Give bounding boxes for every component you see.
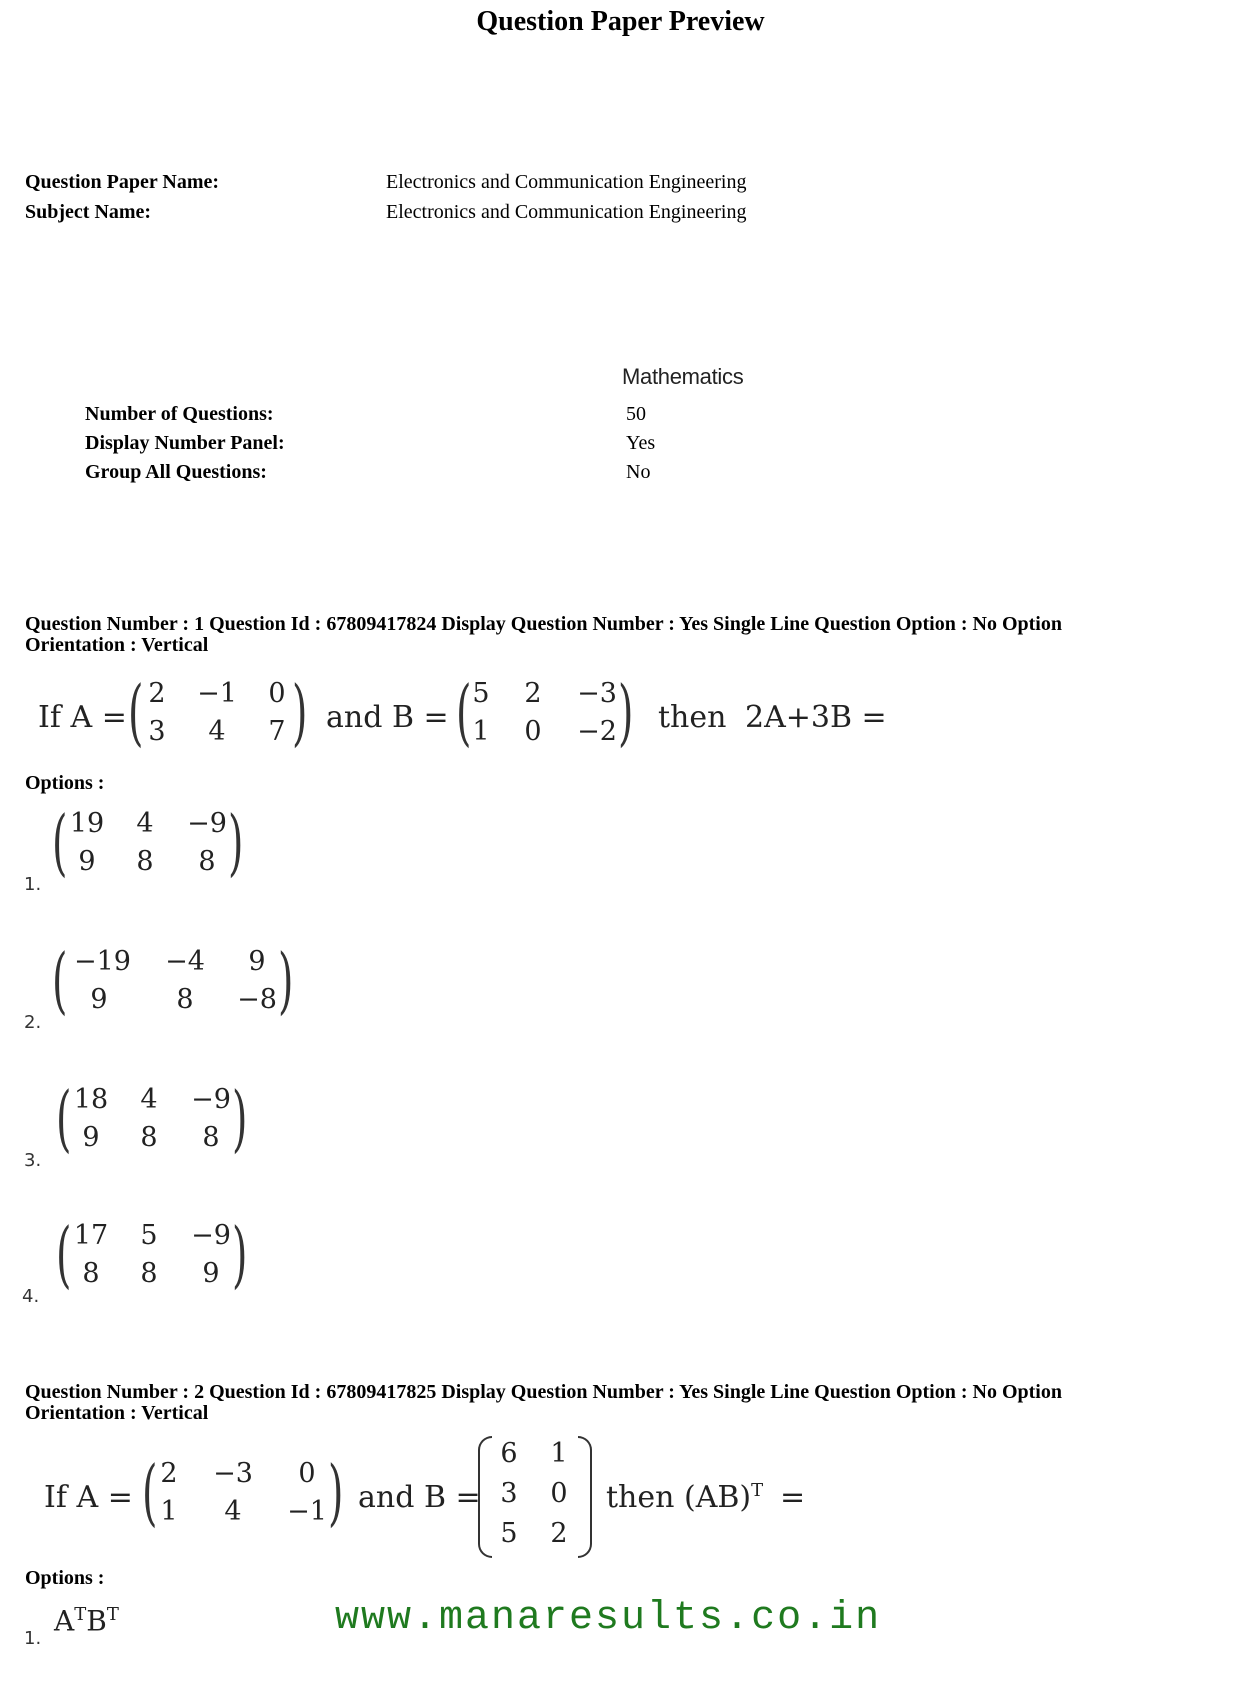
matrix-cell: 8 bbox=[198, 846, 216, 877]
matrix-cell: 8 bbox=[176, 984, 194, 1015]
q2-equals: = bbox=[780, 1480, 806, 1515]
question-2-statement bbox=[0, 1436, 1241, 1566]
q1-a-cell: 2 bbox=[148, 678, 166, 709]
q2-b-cell: 0 bbox=[550, 1478, 568, 1509]
matrix-cell: 4 bbox=[136, 808, 154, 839]
paper-name-label: Question Paper Name: bbox=[25, 171, 220, 193]
matrix-cell: 9 bbox=[82, 1122, 100, 1153]
right-paren: ) bbox=[278, 938, 294, 1022]
left-paren: ( bbox=[56, 1212, 72, 1296]
q2-b-cell: 6 bbox=[500, 1438, 518, 1469]
q1-option-1[interactable] bbox=[0, 800, 400, 904]
display-panel-value: Yes bbox=[626, 432, 656, 454]
q2-transpose-sup: T bbox=[751, 1480, 764, 1501]
option-number: 4. bbox=[22, 1286, 40, 1307]
option-number: 1. bbox=[24, 874, 42, 895]
question-1-header-line1: Question Number : 1 Question Id : 67809417824 Display Question Number : Yes Single Line Question Option : No Option bbox=[25, 613, 1062, 635]
paper-name-value: Electronics and Communication Engineering bbox=[386, 171, 747, 193]
matrix-cell: 5 bbox=[140, 1220, 158, 1251]
q1-and-text: and B = bbox=[326, 700, 449, 735]
q1-b-cell: −3 bbox=[577, 678, 617, 709]
right-paren: ) bbox=[228, 800, 244, 884]
matrix-cell: 17 bbox=[73, 1220, 109, 1251]
q1-b-cell: 5 bbox=[472, 678, 490, 709]
matrix-cell: −9 bbox=[191, 1220, 231, 1251]
q2-matrix-a-right-paren: ) bbox=[328, 1450, 344, 1534]
page-title: Question Paper Preview bbox=[476, 6, 765, 37]
q1-b-cell: 0 bbox=[524, 716, 542, 747]
expr-b-sup: T bbox=[106, 1604, 119, 1625]
q1-matrix-a-left-paren: ( bbox=[128, 670, 144, 754]
q1-then-text: then bbox=[658, 700, 727, 735]
matrix-cell: 9 bbox=[78, 846, 96, 877]
matrix-cell: 8 bbox=[82, 1258, 100, 1289]
right-paren: ) bbox=[232, 1212, 248, 1296]
left-paren: ( bbox=[52, 800, 68, 884]
matrix-cell: −19 bbox=[74, 946, 131, 977]
expr-a: A bbox=[54, 1604, 75, 1638]
q2-a-cell: −1 bbox=[287, 1496, 327, 1527]
q2-a-cell: −3 bbox=[213, 1458, 253, 1489]
matrix-cell: 8 bbox=[140, 1258, 158, 1289]
q2-options-label: Options : bbox=[25, 1567, 105, 1589]
q2-b-cell: 1 bbox=[550, 1438, 568, 1469]
q2-then-text bbox=[606, 1480, 763, 1515]
q1-b-cell: −2 bbox=[577, 716, 617, 747]
question-2-header bbox=[25, 1382, 1185, 1424]
num-questions-value: 50 bbox=[626, 403, 646, 425]
q1-a-cell: 3 bbox=[148, 716, 166, 747]
question-2-header-line1: Question Number : 2 Question Id : 67809417825 Display Question Number : Yes Single Line Question Option : No Option bbox=[25, 1381, 1062, 1403]
group-questions-label: Group All Questions: bbox=[85, 461, 267, 483]
subject-name-label: Subject Name: bbox=[25, 201, 152, 223]
matrix-cell: −8 bbox=[237, 984, 277, 1015]
matrix-cell: 8 bbox=[140, 1122, 158, 1153]
q2-b-cell: 5 bbox=[500, 1518, 518, 1549]
display-panel-label: Display Number Panel: bbox=[85, 432, 285, 454]
q1-a-cell: −1 bbox=[197, 678, 237, 709]
q2-then-label: then (AB) bbox=[606, 1480, 752, 1515]
question-1-statement bbox=[0, 668, 1241, 758]
q1-a-cell: 4 bbox=[208, 716, 226, 747]
q1-b-cell: 2 bbox=[524, 678, 542, 709]
matrix-cell: −4 bbox=[165, 946, 205, 977]
q1-matrix-b-right-paren: ) bbox=[618, 670, 634, 754]
q2-a-cell: 1 bbox=[160, 1496, 178, 1527]
option-number: 3. bbox=[24, 1150, 42, 1171]
q1-if-text: If A = bbox=[38, 700, 127, 735]
matrix-cell: 8 bbox=[136, 846, 154, 877]
question-1-header-line2: Orientation : Vertical bbox=[25, 634, 209, 656]
question-1-header bbox=[25, 614, 1185, 656]
q1-a-cell: 7 bbox=[268, 716, 286, 747]
q1-option-4[interactable] bbox=[0, 1212, 400, 1316]
q2-a-cell: 4 bbox=[224, 1496, 242, 1527]
matrix-cell: 9 bbox=[202, 1258, 220, 1289]
expr-a-sup: T bbox=[74, 1604, 87, 1625]
option-number: 1. bbox=[24, 1628, 42, 1649]
option-expression bbox=[54, 1604, 119, 1637]
matrix-cell: 18 bbox=[73, 1084, 109, 1115]
q1-option-3[interactable] bbox=[0, 1076, 400, 1180]
expr-b: B bbox=[86, 1604, 107, 1638]
matrix-cell: 8 bbox=[202, 1122, 220, 1153]
q2-option-1[interactable] bbox=[0, 1598, 300, 1658]
group-questions-value: No bbox=[626, 461, 651, 483]
matrix-cell: −9 bbox=[191, 1084, 231, 1115]
matrix-cell: 9 bbox=[248, 946, 266, 977]
q1-matrix-a-right-paren: ) bbox=[292, 670, 308, 754]
option-number: 2. bbox=[24, 1012, 42, 1033]
num-questions-label: Number of Questions: bbox=[85, 403, 274, 425]
q1-a-cell: 0 bbox=[268, 678, 286, 709]
q2-b-cell: 2 bbox=[550, 1518, 568, 1549]
q2-a-cell: 0 bbox=[298, 1458, 316, 1489]
q1-expression: 2A+3B = bbox=[745, 700, 887, 735]
section-name: Mathematics bbox=[622, 364, 744, 389]
q1-options-label: Options : bbox=[25, 772, 105, 794]
q2-a-cell: 2 bbox=[160, 1458, 178, 1489]
q1-matrix-b-left-paren: ( bbox=[456, 670, 472, 754]
q2-matrix-b-right-paren bbox=[578, 1436, 592, 1558]
q2-matrix-a-left-paren: ( bbox=[142, 1450, 158, 1534]
subject-name-value: Electronics and Communication Engineering bbox=[386, 201, 747, 223]
q1-option-2[interactable] bbox=[0, 938, 400, 1042]
q1-b-cell: 1 bbox=[472, 716, 490, 747]
matrix-cell: 4 bbox=[140, 1084, 158, 1115]
left-paren: ( bbox=[56, 1076, 72, 1160]
website-watermark: www.manaresults.co.in bbox=[335, 1596, 882, 1641]
matrix-cell: −9 bbox=[187, 808, 227, 839]
matrix-cell: 19 bbox=[69, 808, 105, 839]
left-paren: ( bbox=[52, 938, 68, 1022]
q2-b-cell: 3 bbox=[500, 1478, 518, 1509]
q2-and-text: and B = bbox=[358, 1480, 481, 1515]
question-2-header-line2: Orientation : Vertical bbox=[25, 1402, 209, 1424]
q2-if-text: If A = bbox=[44, 1480, 133, 1515]
right-paren: ) bbox=[232, 1076, 248, 1160]
matrix-cell: 9 bbox=[90, 984, 108, 1015]
